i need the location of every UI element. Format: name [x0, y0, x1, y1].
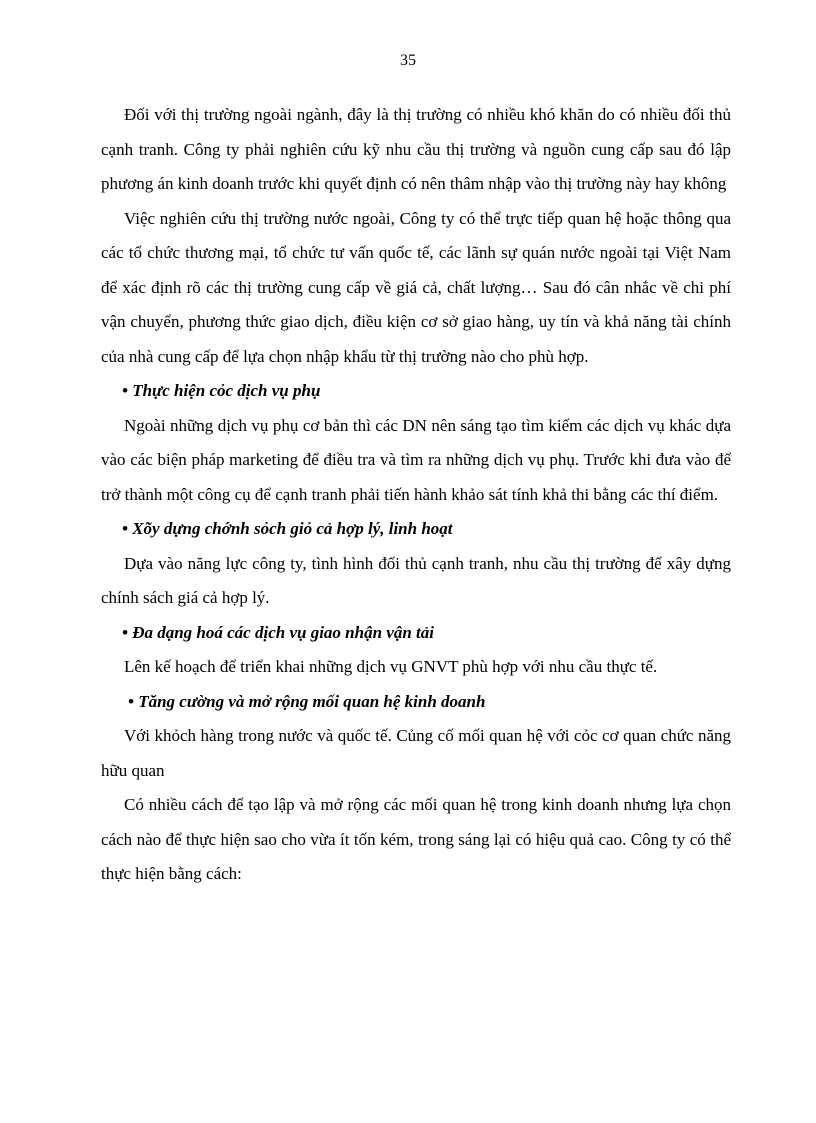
paragraph-relationship-methods: Có nhiều cách để tạo lập và mở rộng các mối quan hệ trong kinh doanh nhưng lựa chọn cách nào để thực hiện sao cho vừa ít tốn kém, trong sáng lại có hiệu quả cao. Công ty có thể thực hiện bằng cách: — [101, 795, 731, 883]
page-number: 35 — [400, 52, 416, 69]
paragraph-auxiliary-services: Ngoài những dịch vụ phụ cơ bản thì các DN nên sáng tạo tìm kiếm các dịch vụ khác dựa vào các biện pháp marketing để điều tra và tìm ra những dịch vụ phụ. Trước khi đưa vào để trở thành một công cụ để cạnh tranh phải tiến hành khảo sát tính khả thi bằng các thí điểm. — [101, 415, 731, 504]
paragraph-customers-agencies: Với khỏch hàng trong nước và quốc tế. Củng cố mối quan hệ với cỏc cơ quan chức năng hữu quan — [101, 726, 731, 780]
paragraph-foreign-sector-market: Đối với thị trường ngoài ngành, đây là thị trường có nhiều khó khăn do có nhiều đối thủ cạnh tranh. Công ty phải nghiên cứu kỹ nhu cầu thị trường và nguồn cung cấp sau đó lập phương án kinh doanh trước khi quyết định có nên thâm nhập vào thị trường này hay không — [101, 105, 731, 193]
paragraph-foreign-market-research: Việc nghiên cứu thị trường nước ngoài, Công ty có thể trực tiếp quan hệ hoặc thông qua các tổ chức thương mại, tổ chức tư vấn quốc tế, các lãnh sự quán nước ngoài tại Việt Nam để xác định rõ các thị trường cung cấp về giá cả, chất lượng… Sau đó cân nhắc về chi phí vận chuyển, phương thức giao dịch, điều kiện cơ sở giao hàng, uy tín và khả năng tài chính của nhà cung cấp để lựa chọn nhập khẩu từ thị trường nào cho phù hợp. — [101, 208, 731, 366]
paragraph-diversify-logistics: Lên kế hoạch để triển khai những dịch vụ GNVT phù hợp với nhu cầu thực tế. — [124, 657, 658, 676]
heading-pricing-policy: • Xõy dựng chớnh sỏch giỏ cả hợp lý, linh hoạt — [122, 519, 453, 538]
heading-auxiliary-services: • Thực hiện cỏc dịch vụ phụ — [122, 381, 321, 400]
page-content — [101, 98, 731, 892]
heading-diversify-logistics: • Đa dạng hoá các dịch vụ giao nhận vận tải — [122, 622, 434, 642]
paragraph-pricing-policy: Dựa vào năng lực công ty, tình hình đối thủ cạnh tranh, nhu cầu thị trường để xây dựng chính sách giá cả hợp lý. — [101, 553, 731, 607]
heading-business-relations: • Tăng cường và mở rộng mối quan hệ kinh doanh — [128, 691, 486, 711]
